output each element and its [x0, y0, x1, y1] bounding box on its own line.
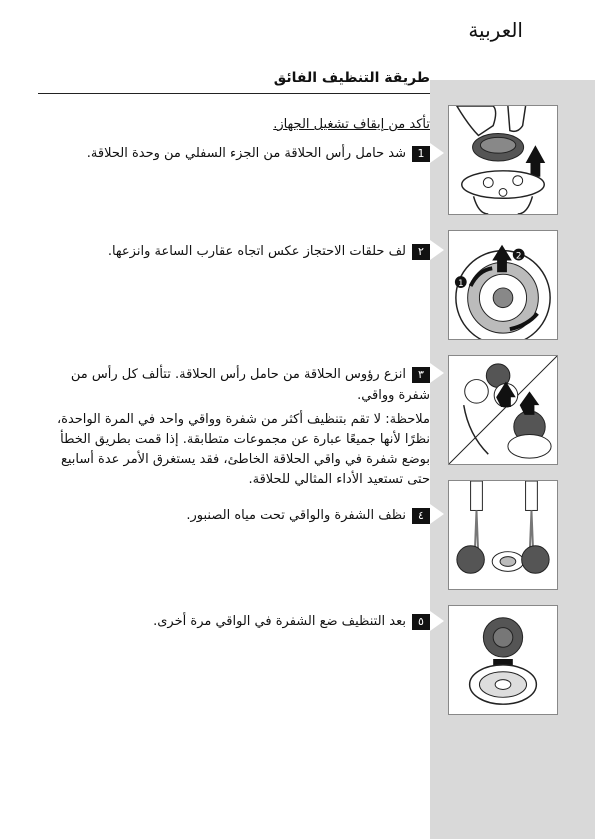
- figure-label-1: 1: [457, 278, 464, 289]
- language-header: العربية: [468, 18, 523, 42]
- step-2: [40, 241, 430, 262]
- step-pointer: [430, 611, 444, 631]
- step-text: بعد التنظيف ضع الشفرة في الواقي مرة أخرى.: [153, 614, 406, 629]
- step-text: انزع رؤوس الحلاقة من حامل رأس الحلاقة. تتألف كل رأس من شفرة وواقي.: [70, 367, 430, 403]
- step-4: [40, 505, 430, 526]
- step-pointer: [430, 240, 444, 260]
- illustration-remove-heads: [448, 355, 558, 465]
- intro-instruction: تأكد من إيقاف تشغيل الجهاز.: [273, 117, 430, 132]
- step-1: [40, 143, 430, 164]
- step-number-badge: ٤: [412, 508, 430, 524]
- step-number-badge: ٥: [412, 614, 430, 630]
- step-number-badge: 1: [412, 146, 430, 162]
- step-5: [40, 611, 430, 632]
- title-divider: [38, 93, 430, 94]
- step-pointer: [430, 504, 444, 524]
- step-text: نظف الشفرة والواقي تحت مياه الصنبور.: [186, 508, 406, 523]
- step-pointer: [430, 143, 444, 163]
- illustration-rotate-ring: [448, 230, 558, 340]
- step-text: شد حامل رأس الحلاقة من الجزء السفلي من وحدة الحلاقة.: [86, 146, 406, 161]
- section-title: طريقة التنظيف الفائق: [273, 70, 430, 86]
- step-3: [40, 364, 430, 406]
- illustration-reassemble: [448, 605, 558, 715]
- note-paragraph: ملاحظة: لا تقم بتنظيف أكثر من شفرة وواقي واحد في المرة الواحدة، نظرًا لأنها جميعًا عبارة عن مجموعات متطابقة. إذا قمت بطريق الخطأ بوضع شفرة في واقي الحلاقة الخاطئ، فقد يستغرق الأمر عدة أسابيع حتى تستعيد الأداء المثالي للحلاقة.: [56, 412, 430, 487]
- figure-label-2: 2: [515, 251, 522, 262]
- step-number-badge: ٢: [412, 244, 430, 260]
- illustration-remove-holder: [448, 105, 558, 215]
- illustration-rinse-tap: [448, 480, 558, 590]
- step-text: لف حلقات الاحتجاز عكس اتجاه عقارب الساعة وانزعها.: [107, 244, 406, 259]
- step-number-badge: ٣: [412, 367, 430, 383]
- step-pointer: [430, 363, 444, 383]
